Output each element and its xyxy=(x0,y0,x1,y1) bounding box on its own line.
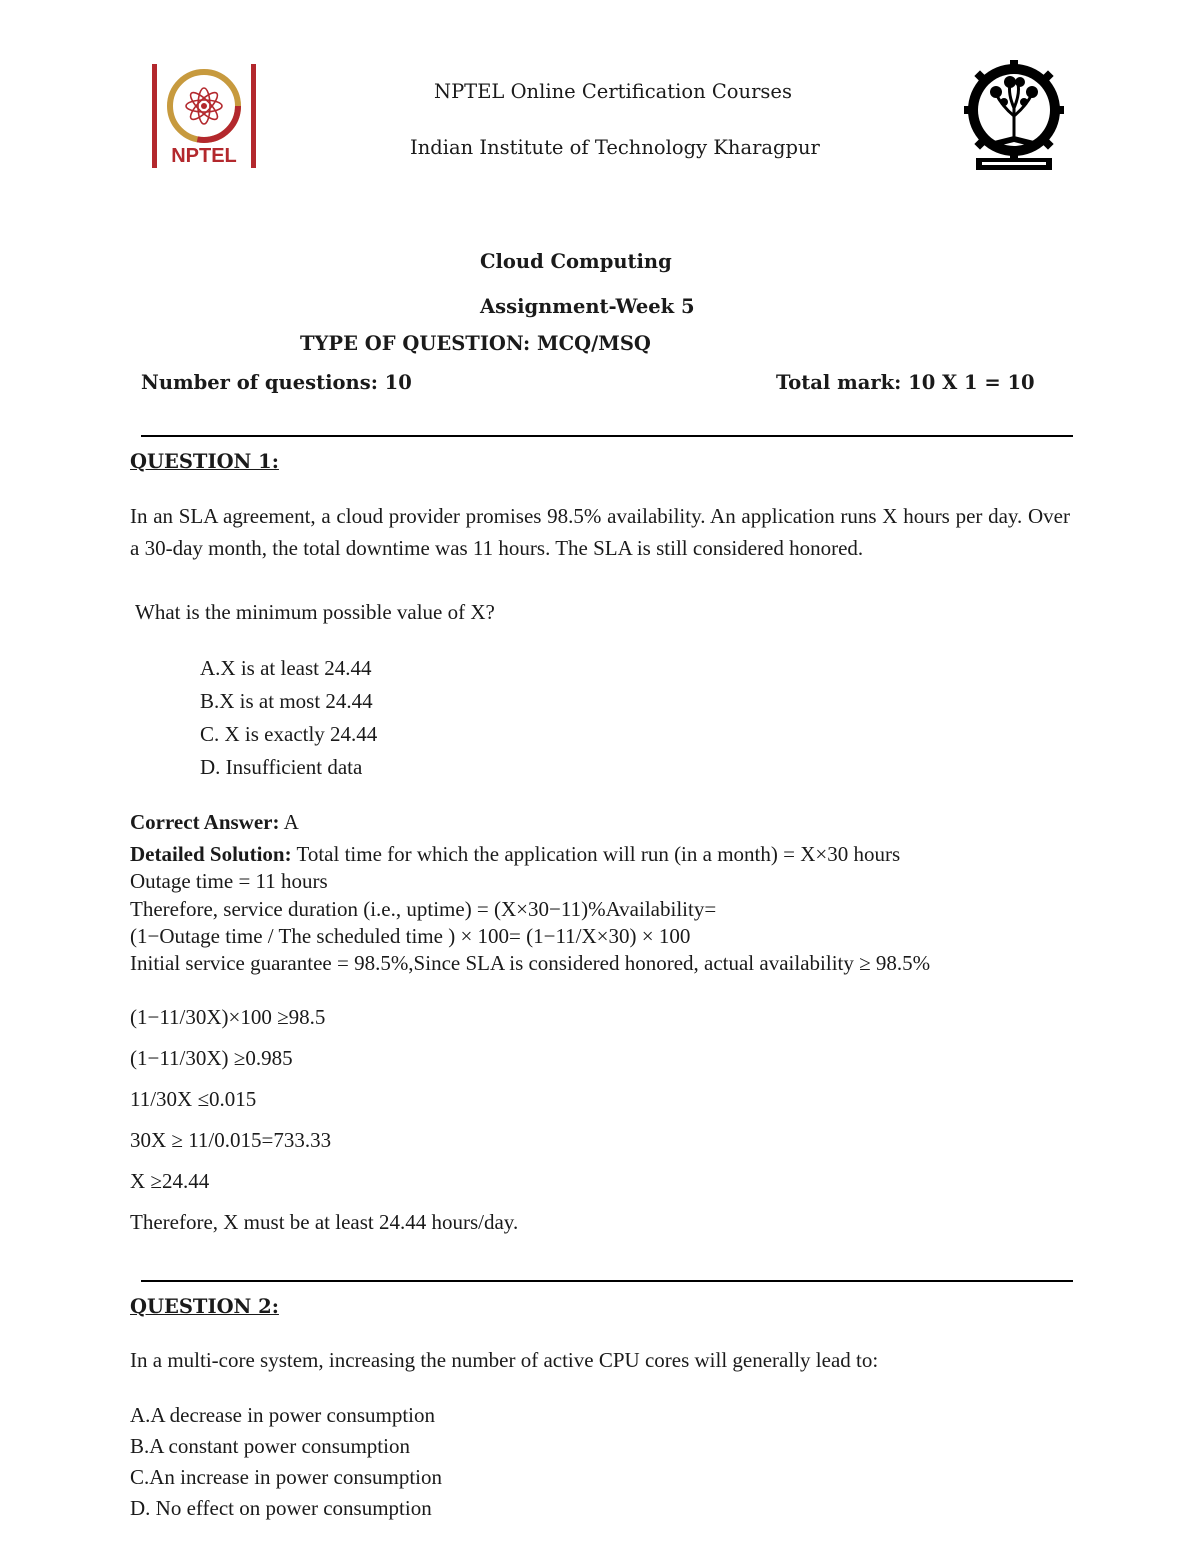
q1-solution-line-4: Initial service guarantee = 98.5%,Since SLA is considered honored, actual availability ≥ 98.5% xyxy=(130,951,931,975)
q1-step-1: (1−11/30X)×100 ≥98.5 xyxy=(130,1005,326,1029)
detailed-solution-label: Detailed Solution: xyxy=(130,842,292,866)
question-type: TYPE OF QUESTION: MCQ/MSQ xyxy=(300,332,651,355)
q1-step-2: (1−11/30X) ≥0.985 xyxy=(130,1046,293,1070)
solution-first-text: Total time for which the application will run (in a month) = X×30 hours xyxy=(296,842,901,866)
q1-solution-line-3: (1−Outage time / The scheduled time ) × 100= (1−11/X×30) × 100 xyxy=(130,924,691,948)
q1-step-5: X ≥24.44 xyxy=(130,1169,210,1193)
q2-option-c: C.An increase in power consumption xyxy=(130,1465,443,1489)
total-mark: Total mark: 10 X 1 = 10 xyxy=(776,371,1035,394)
question-2-text: In a multi-core system, increasing the number of active CPU cores will generally lead to: xyxy=(130,1348,879,1372)
q2-option-d: D. No effect on power consumption xyxy=(130,1496,432,1520)
q1-option-b: B.X is at most 24.44 xyxy=(200,689,373,713)
section-divider xyxy=(141,435,1073,437)
correct-answer-value: A xyxy=(283,810,299,834)
nptel-logo xyxy=(150,64,258,168)
q2-option-b: B.A constant power consumption xyxy=(130,1434,410,1458)
question-1-heading: QUESTION 1: xyxy=(130,450,279,473)
question-1-text: In an SLA agreement, a cloud provider promises 98.5% availability. An application runs X hours per day. Over a 30-day month, the total downtime was 11 hours. The SLA is still considered honored. xyxy=(130,504,1070,560)
assignment-title: Assignment-Week 5 xyxy=(480,295,695,318)
section-divider-2 xyxy=(141,1280,1073,1282)
q1-option-a: A.X is at least 24.44 xyxy=(200,656,372,680)
nptel-logo-text: NPTEL xyxy=(171,145,237,167)
q1-solution-line-1: Outage time = 11 hours xyxy=(130,869,328,893)
number-of-questions: Number of questions: 10 xyxy=(141,371,412,394)
iit-kharagpur-seal xyxy=(962,58,1066,174)
question-1-ask: What is the minimum possible value of X? xyxy=(135,600,495,624)
correct-answer-label: Correct Answer: xyxy=(130,810,280,834)
q1-conclusion: Therefore, X must be at least 24.44 hours/day. xyxy=(130,1210,519,1234)
q1-solution-line-2: Therefore, service duration (i.e., uptime) = (X×30−11)%Availability= xyxy=(130,897,717,921)
header-line-1: NPTEL Online Certification Courses xyxy=(434,80,792,103)
q1-correct-answer xyxy=(130,810,299,835)
q1-option-d: D. Insufficient data xyxy=(200,755,363,779)
question-2-heading: QUESTION 2: xyxy=(130,1295,279,1318)
q2-option-a: A.A decrease in power consumption xyxy=(130,1403,436,1427)
q1-step-4: 30X ≥ 11/0.015=733.33 xyxy=(130,1128,332,1152)
course-title: Cloud Computing xyxy=(480,250,672,273)
q1-step-3: 11/30X ≤0.015 xyxy=(130,1087,257,1111)
q1-option-c: C. X is exactly 24.44 xyxy=(200,722,378,746)
header-line-2: Indian Institute of Technology Kharagpur xyxy=(410,136,820,159)
q1-solution-first-line xyxy=(130,842,900,867)
